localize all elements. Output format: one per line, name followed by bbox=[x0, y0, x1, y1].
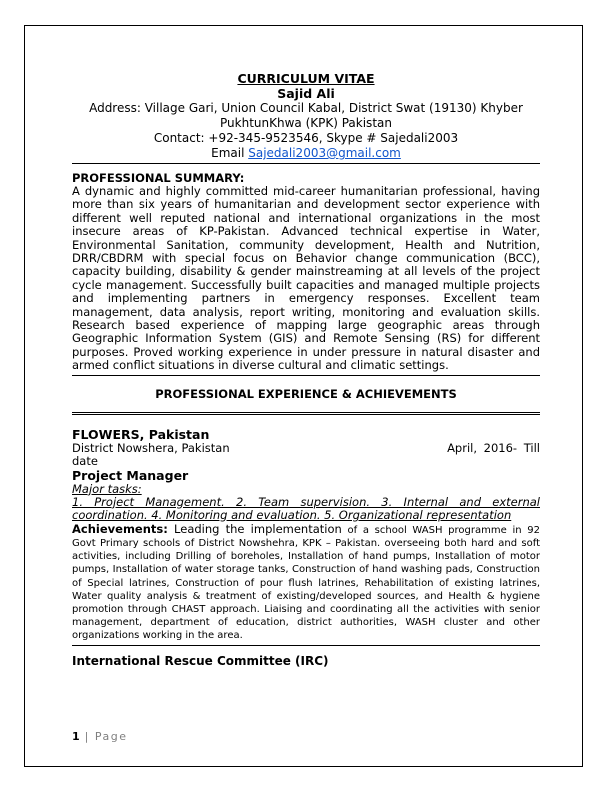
achievements-paragraph bbox=[72, 523, 540, 643]
tasks-list: 1. Project Management. 2. Team supervision. 3. Internal and external coordination. 4. Monitoring and evaluation. 5. Organizational representation bbox=[72, 494, 540, 522]
job-location-row bbox=[72, 442, 540, 455]
summary-heading: PROFESSIONAL SUMMARY: bbox=[72, 171, 245, 185]
cv-title: CURRICULUM VITAE bbox=[237, 71, 375, 86]
job-role: Project Manager bbox=[72, 467, 189, 483]
cv-document bbox=[72, 71, 540, 669]
page-number: 1 bbox=[72, 730, 80, 743]
job-org-2: International Rescue Committee (IRC) bbox=[72, 653, 329, 668]
email-link[interactable]: Sajedali2003@gmail.com bbox=[248, 146, 401, 160]
job-date-start: April, 2016- Till bbox=[447, 440, 540, 455]
header-divider bbox=[72, 163, 540, 164]
summary-divider bbox=[72, 375, 540, 376]
page-footer bbox=[72, 730, 128, 743]
job-divider bbox=[72, 645, 540, 646]
experience-divider bbox=[72, 412, 540, 415]
cv-header bbox=[72, 71, 540, 161]
address-line-2: PukhtunKhwa (KPK) Pakistan bbox=[220, 116, 392, 130]
contact-line: Contact: +92-345-9523546, Skype # Sajedali2003 bbox=[153, 131, 459, 145]
summary-text: A dynamic and highly committed mid-career humanitarian professional, having more than six years of humanitarian and development sector experience with different well reputed national and international organizations in the most insecure areas of KP-Pakistan. Advanced technical expertise in Water, Environmental Sanitation, community development, Health and Nutrition, DRR/CBDRM with special focus on Behavior change communication (BCC), capacity building, disability & gender mainstreaming at all levels of the project cycle management. Successfully built capacities and managed multiple projects and implementing partners in emergency responses. Excellent team management, data analysis, report writing, monitoring and evaluation skills. Research based experience of mapping large geographic areas through Geographic Information System (GIS) and Remote Sensing (RS) for different purposes. Proved working experience in under pressure in natural disaster and armed conflict situations in diverse cultural and climatic settings. bbox=[72, 184, 540, 373]
footer-separator: | bbox=[79, 730, 95, 743]
job-date-end: date bbox=[72, 453, 98, 468]
job-org: FLOWERS, Pakistan bbox=[72, 426, 210, 442]
address-line-1: Address: Village Gari, Union Council Kabal, District Swat (19130) Khyber bbox=[89, 101, 523, 115]
achievements-label: Achievements: bbox=[72, 521, 168, 536]
job-location: District Nowshera, Pakistan bbox=[72, 440, 230, 455]
email-line bbox=[72, 146, 540, 161]
achievements-text: of a school WASH programme in 92 Govt Primary schools of District Nowshehra, KPK – Pakistan. overseeing both hard and soft activities, including Drilling of boreholes, Installation of hand pumps, Installation of motor pumps, Installation of water storage tanks, Construction of hand washing pads, Construction of Special latrines, Construction of pour flush latrines, Rehabilitation of existing latrines, Water quality analysis & treatment of existing/developed sources, and Health & hygiene promotion through CHAST approach. Liaising and coordinating all the activities with senior management, department of education, district authorities, WASH cluster and other organizations working in the area. bbox=[72, 524, 540, 642]
tasks-label: Major tasks: bbox=[72, 481, 142, 496]
experience-heading: PROFESSIONAL EXPERIENCE & ACHIEVEMENTS bbox=[155, 386, 457, 401]
candidate-name: Sajid Ali bbox=[277, 86, 335, 101]
achievements-lead: Leading the implementation bbox=[167, 521, 342, 536]
page-label: Page bbox=[94, 730, 128, 743]
email-label: Email bbox=[211, 146, 249, 160]
